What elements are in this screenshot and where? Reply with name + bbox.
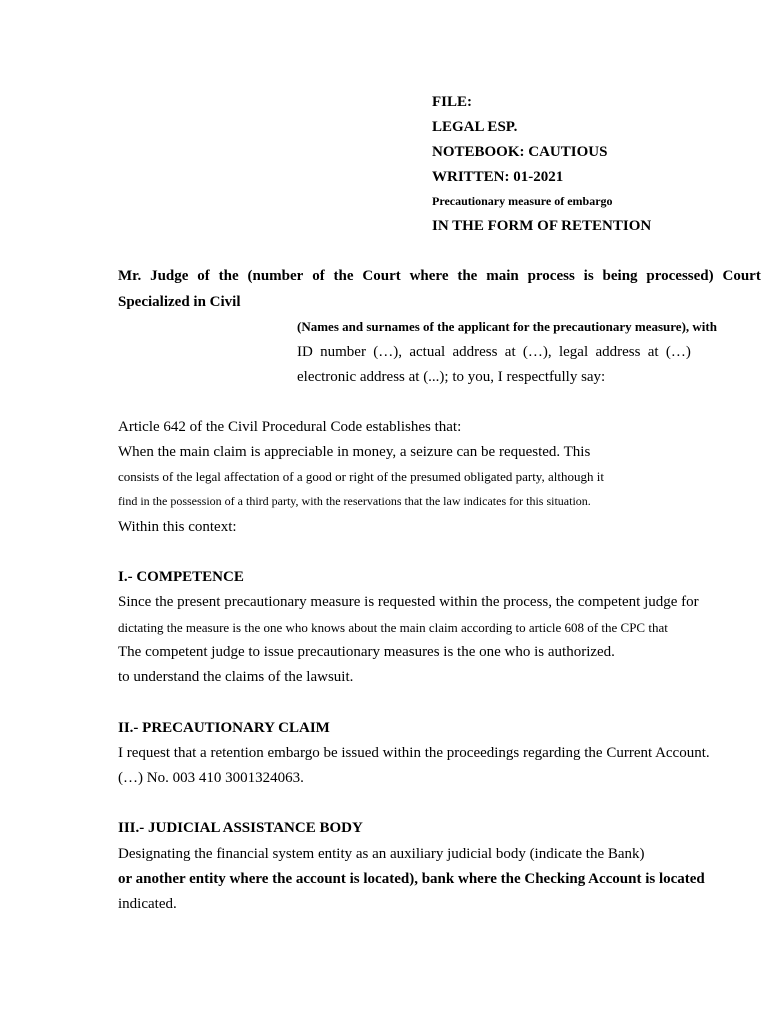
applicant-word: number [320, 344, 366, 360]
intro-line-4: find in the possession of a third party, with the reservations that the law indicates for this situation. [118, 494, 591, 508]
address-word: the [333, 268, 354, 284]
address-word: Mr. [118, 268, 142, 284]
address-word: processed) [646, 268, 714, 284]
header-form: IN THE FORM OF RETENTION [432, 218, 652, 234]
address-word: the [457, 268, 478, 284]
intro-line-3: consists of the legal affectation of a good or right of the presumed obligated party, although it [118, 469, 604, 484]
address-word: of [312, 268, 325, 284]
address-word: Court [722, 268, 761, 284]
header-file: FILE: [432, 94, 473, 110]
applicant-line-3: electronic address at (...); to you, I respectfully say: [297, 369, 606, 385]
applicant-word: (…), [373, 344, 403, 360]
address-word: where [409, 268, 449, 284]
competence-line-3: The competent judge to issue precautionary measures is the one who is authorized. [118, 644, 615, 660]
applicant-word: legal [558, 344, 589, 360]
applicant-word: (…), [522, 344, 552, 360]
intro-line-2: When the main claim is appreciable in money, a seizure can be requested. This [118, 444, 591, 460]
address-line-2: Specialized in Civil [118, 294, 241, 310]
address-word: main [486, 268, 519, 284]
intro-line-5: Within this context: [118, 519, 237, 535]
claim-line-1: I request that a retention embargo be issued within the proceedings regarding the Current Account. [118, 745, 710, 761]
competence-line-4: to understand the claims of the lawsuit. [118, 669, 354, 685]
applicant-word: address [595, 344, 641, 360]
claim-line-2: (…) No. 003 410 3001324063. [118, 770, 304, 786]
applicant-word: at [504, 344, 516, 360]
address-word: of [197, 268, 210, 284]
applicant-line-1: (Names and surnames of the applicant for the precautionary measure), with [297, 319, 717, 334]
applicant-word: (…) [665, 344, 691, 360]
applicant-word: address [452, 344, 498, 360]
applicant-line-2 [297, 345, 691, 360]
assistance-line-3: indicated. [118, 896, 177, 912]
header-notebook: NOTEBOOK: CAUTIOUS [432, 144, 608, 160]
address-word: process [527, 268, 575, 284]
address-word: (number [247, 268, 304, 284]
assistance-line-1: Designating the financial system entity as an auxiliary judicial body (indicate the Bank) [118, 846, 645, 862]
competence-heading: I.- COMPETENCE [118, 569, 244, 585]
applicant-word: actual [409, 344, 446, 360]
header-subtitle: Precautionary measure of embargo [432, 194, 613, 208]
header-written: WRITTEN: 01-2021 [432, 169, 564, 185]
address-word: Judge [150, 268, 189, 284]
address-word: Court [362, 268, 401, 284]
assistance-line-2: or another entity where the account is located), bank where the Checking Account is located [118, 871, 705, 887]
address-word: is [583, 268, 594, 284]
applicant-word: at [647, 344, 659, 360]
address-word: the [218, 268, 239, 284]
address-word: being [602, 268, 638, 284]
applicant-word: ID [297, 344, 313, 360]
intro-line-1: Article 642 of the Civil Procedural Code establishes that: [118, 419, 462, 435]
header-legal-esp: LEGAL ESP. [432, 119, 518, 135]
competence-line-2: dictating the measure is the one who knows about the main claim according to article 608 of the CPC that [118, 620, 668, 635]
assistance-heading: III.- JUDICIAL ASSISTANCE BODY [118, 820, 363, 836]
claim-heading: II.- PRECAUTIONARY CLAIM [118, 720, 330, 736]
address-line-1 [118, 269, 761, 284]
competence-line-1: Since the present precautionary measure is requested within the process, the competent judge for [118, 594, 699, 610]
